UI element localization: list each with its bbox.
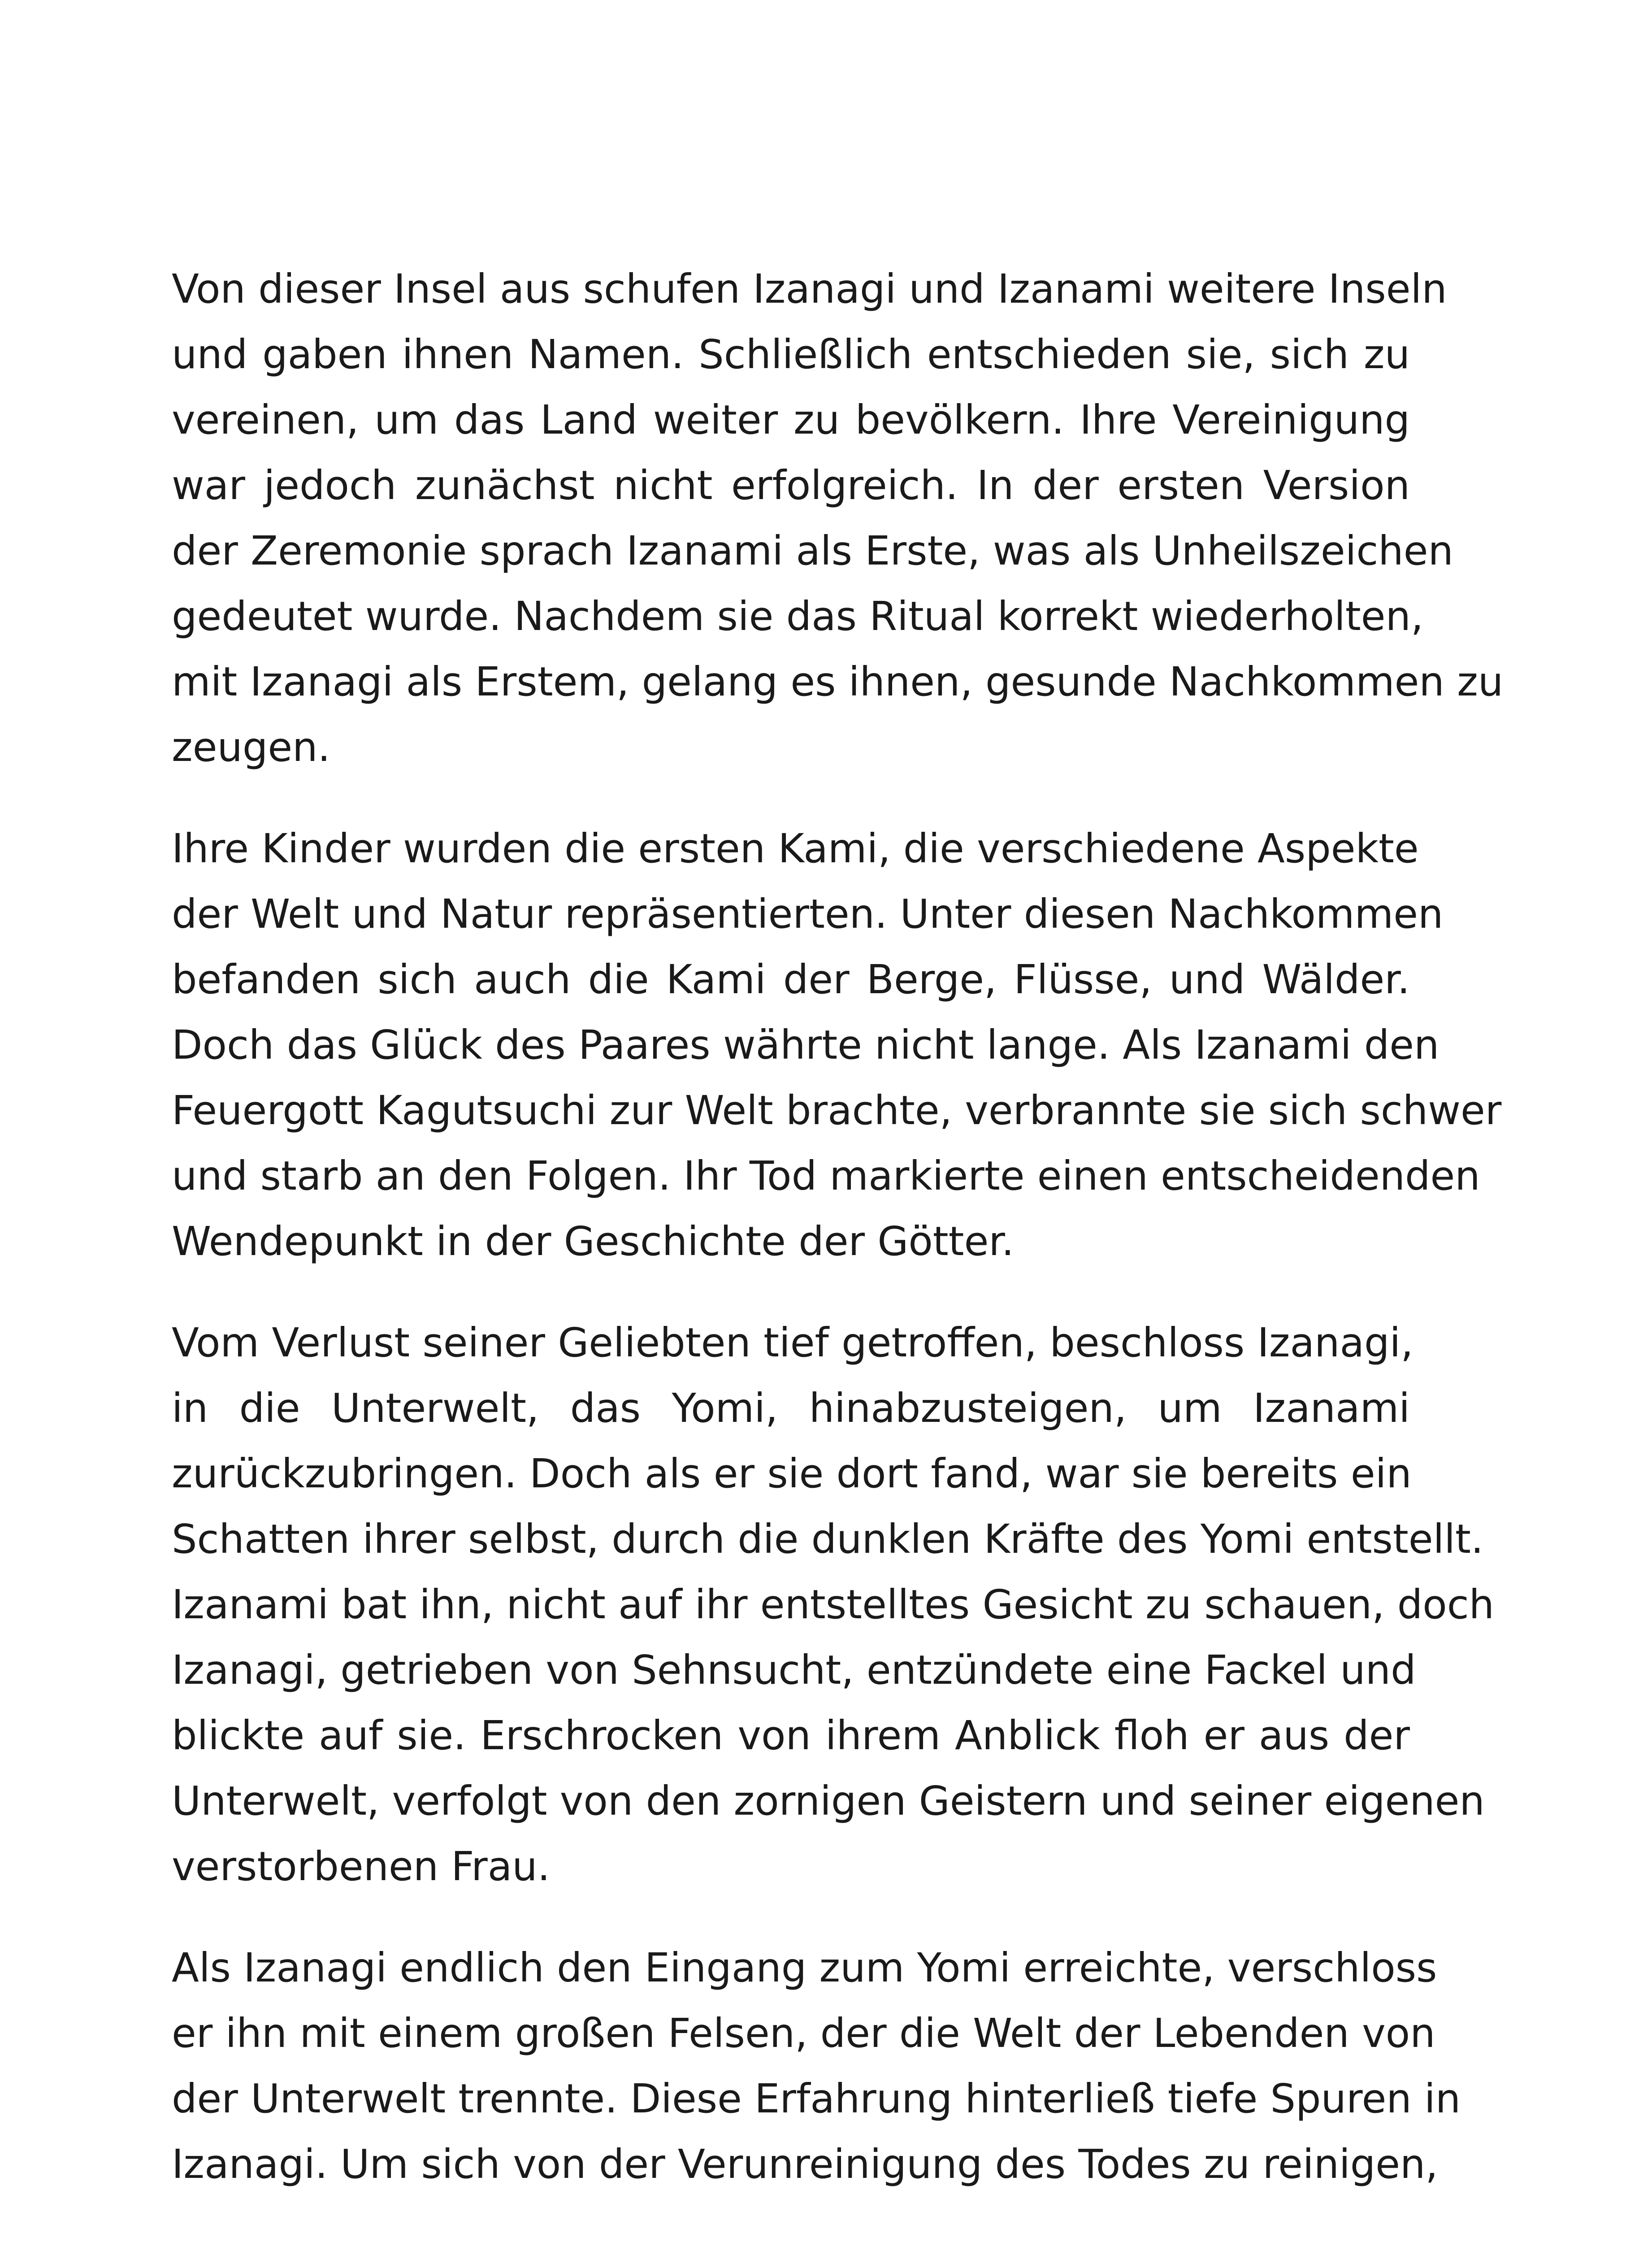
text-line: Izanami bat ihn, nicht auf ihr entstelltes Gesicht zu schauen, doch: [172, 1581, 1495, 1628]
text-line: Izanagi, getrieben von Sehnsucht, entzündete eine Fackel und: [172, 1647, 1416, 1693]
text-line: Feuergott Kagutsuchi zur Welt brachte, verbrannte sie sich schwer: [172, 1087, 1502, 1134]
text-line: blickte auf sie. Erschrocken von ihrem Anblick floh er aus der: [172, 1712, 1410, 1759]
text-line: verstorbenen Frau.: [172, 1843, 550, 1890]
text-line: Unterwelt, verfolgt von den zornigen Geistern und seiner eigenen: [172, 1777, 1485, 1824]
text-line: zeugen.: [172, 724, 330, 770]
paragraph-3: [172, 1310, 1495, 1899]
text-line: Vom Verlust seiner Geliebten tief getroffen, beschloss Izanagi,: [172, 1319, 1414, 1366]
text-line: Ihre Kinder wurden die ersten Kami, die verschiedene Aspekte: [172, 825, 1419, 872]
text-line: mit Izanagi als Erstem, gelang es ihnen, gesunde Nachkommen zu: [172, 658, 1504, 705]
page-text: [172, 256, 1504, 2197]
text-line: war jedoch zunächst nicht erfolgreich. In der ersten Version: [172, 462, 1410, 508]
text-line: Doch das Glück des Paares währte nicht lange. Als Izanami den: [172, 1021, 1440, 1068]
text-line: Schatten ihrer selbst, durch die dunklen Kräfte des Yomi entstellt.: [172, 1516, 1484, 1562]
text-line: vereinen, um das Land weiter zu bevölkern. Ihre Vereinigung: [172, 396, 1410, 443]
text-line: der Zeremonie sprach Izanami als Erste, was als Unheilszeichen: [172, 527, 1453, 574]
text-line: und starb an den Folgen. Ihr Tod markierte einen entscheidenden: [172, 1152, 1480, 1199]
text-line: befanden sich auch die Kami der Berge, Flüsse, und Wälder.: [172, 956, 1410, 1003]
text-line: Izanagi. Um sich von der Verunreinigung des Todes zu reinigen,: [172, 2141, 1438, 2187]
paragraph-4: [172, 1935, 1461, 2197]
paragraph-1: [172, 256, 1504, 780]
text-line: in die Unterwelt, das Yomi, hinabzusteigen, um Izanami: [172, 1385, 1410, 1431]
text-line: Von dieser Insel aus schufen Izanagi und Izanami weitere Inseln: [172, 265, 1447, 312]
text-line: er ihn mit einem großen Felsen, der die Welt der Lebenden von: [172, 2010, 1435, 2056]
text-line: Als Izanagi endlich den Eingang zum Yomi erreichte, verschloss: [172, 1944, 1437, 1991]
text-line: der Welt und Natur repräsentierten. Unter diesen Nachkommen: [172, 891, 1444, 937]
text-line: gedeutet wurde. Nachdem sie das Ritual korrekt wiederholten,: [172, 593, 1424, 639]
paragraph-2: [172, 816, 1502, 1274]
text-line: zurückzubringen. Doch als er sie dort fand, war sie bereits ein: [172, 1450, 1412, 1497]
text-line: der Unterwelt trennte. Diese Erfahrung hinterließ tiefe Spuren in: [172, 2075, 1461, 2122]
text-line: Wendepunkt in der Geschichte der Götter.: [172, 1218, 1015, 1264]
text-line: und gaben ihnen Namen. Schließlich entschieden sie, sich zu: [172, 331, 1410, 378]
